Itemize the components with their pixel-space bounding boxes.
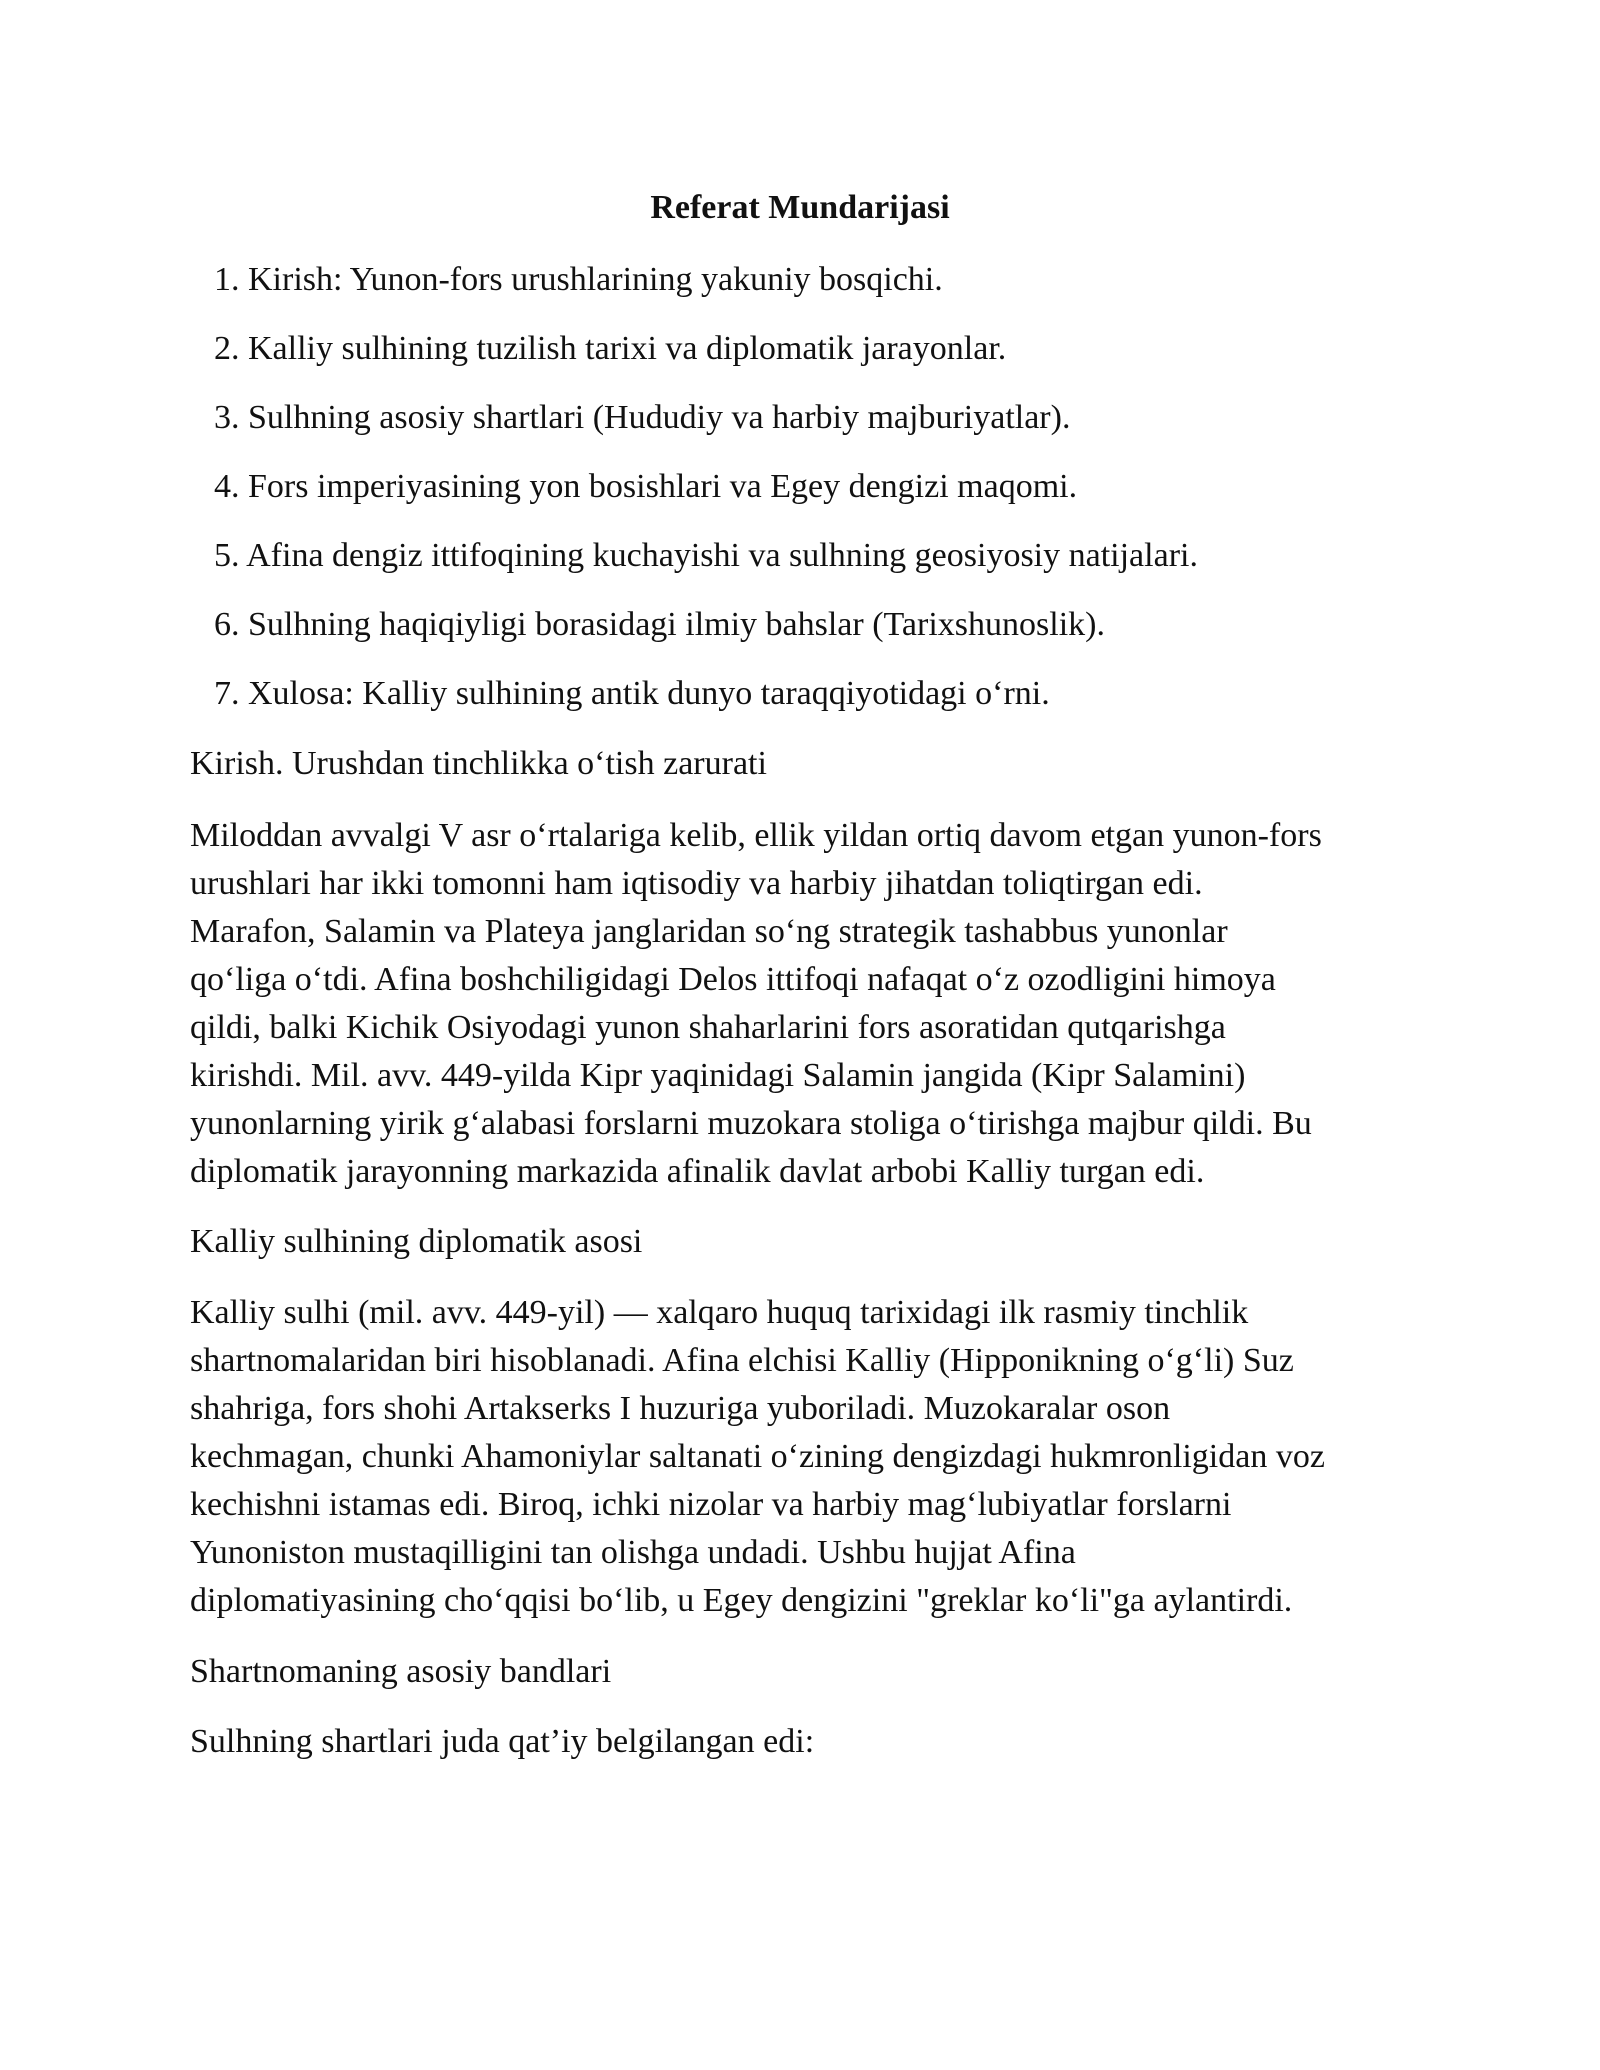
toc-item: 3. Sulhning asosiy shartlari (Hududiy va harbiy majburiyatlar).: [214, 399, 1071, 436]
section-heading-introduction: Kirish. Urushdan tinchlikka o‘tish zarurati: [190, 745, 767, 782]
paragraph-line: qo‘liga o‘tdi. Afina boshchiligidagi Delos ittifoqi nafaqat o‘z ozodligini himoya: [190, 961, 1276, 998]
paragraph-line: kechmagan, chunki Ahamoniylar saltanati o‘zining dengizdagi hukmronligidan voz: [190, 1438, 1325, 1475]
toc-item: 5. Afina dengiz ittifoqining kuchayishi va sulhning geosiyosiy natijalari.: [214, 537, 1198, 574]
paragraph-line: Yunoniston mustaqilligini tan olishga undadi. Ushbu hujjat Afina: [190, 1534, 1076, 1571]
section-heading-diplomatic-basis: Kalliy sulhining diplomatik asosi: [190, 1223, 643, 1260]
paragraph-line: urushlari har ikki tomonni ham iqtisodiy va harbiy jihatdan toliqtirgan edi.: [190, 865, 1203, 902]
paragraph-line: shartnomalaridan biri hisoblanadi. Afina elchisi Kalliy (Hipponikning o‘g‘li) Suz: [190, 1342, 1294, 1379]
diplomatic-basis-paragraph: [190, 1289, 1430, 1625]
paragraph-line: diplomatiyasining cho‘qqisi bo‘lib, u Egey dengizini "greklar ko‘li"ga aylantirdi.: [190, 1582, 1293, 1619]
paragraph-line: Kalliy sulhi (mil. avv. 449-yil) — xalqaro huquq tarixidagi ilk rasmiy tinchlik: [190, 1294, 1249, 1331]
introduction-paragraph: [190, 812, 1430, 1196]
section-heading-treaty-clauses: Shartnomaning asosiy bandlari: [190, 1653, 612, 1690]
toc-item: 6. Sulhning haqiqiyligi borasidagi ilmiy bahslar (Tarixshunoslik).: [214, 606, 1105, 643]
paragraph-line: diplomatik jarayonning markazida afinalik davlat arbobi Kalliy turgan edi.: [190, 1153, 1205, 1190]
paragraph-line: shahriga, fors shohi Artakserks I huzuriga yuboriladi. Muzokaralar oson: [190, 1390, 1171, 1427]
toc-item: 7. Xulosa: Kalliy sulhining antik dunyo taraqqiyotidagi o‘rni.: [214, 675, 1050, 712]
paragraph-line: yunonlarning yirik g‘alabasi forslarni muzokara stoliga o‘tirishga majbur qildi. Bu: [190, 1105, 1312, 1142]
paragraph-line: qildi, balki Kichik Osiyodagi yunon shaharlarini fors asoratidan qutqarishga: [190, 1009, 1226, 1046]
paragraph-line: Miloddan avvalgi V asr o‘rtalariga kelib, ellik yildan ortiq davom etgan yunon-fors: [190, 817, 1322, 854]
table-of-contents: [214, 256, 1464, 739]
toc-item: 2. Kalliy sulhining tuzilish tarixi va diplomatik jarayonlar.: [214, 330, 1007, 367]
document-title: Referat Mundarijasi: [650, 189, 950, 226]
toc-item: 4. Fors imperiyasining yon bosishlari va Egey dengizi maqomi.: [214, 468, 1078, 505]
paragraph-line: kechishni istamas edi. Biroq, ichki nizolar va harbiy mag‘lubiyatlar forslarni: [190, 1486, 1232, 1523]
paragraph-line: Sulhning shartlari juda qat’iy belgilangan edi:: [190, 1723, 815, 1760]
toc-item: 1. Kirish: Yunon-fors urushlarining yakuniy bosqichi.: [214, 261, 943, 298]
paragraph-line: kirishdi. Mil. avv. 449-yilda Kipr yaqinidagi Salamin jangida (Kipr Salamini): [190, 1057, 1246, 1094]
treaty-clauses-paragraph: [190, 1718, 1430, 1766]
paragraph-line: Marafon, Salamin va Plateya janglaridan so‘ng strategik tashabbus yunonlar: [190, 913, 1228, 950]
